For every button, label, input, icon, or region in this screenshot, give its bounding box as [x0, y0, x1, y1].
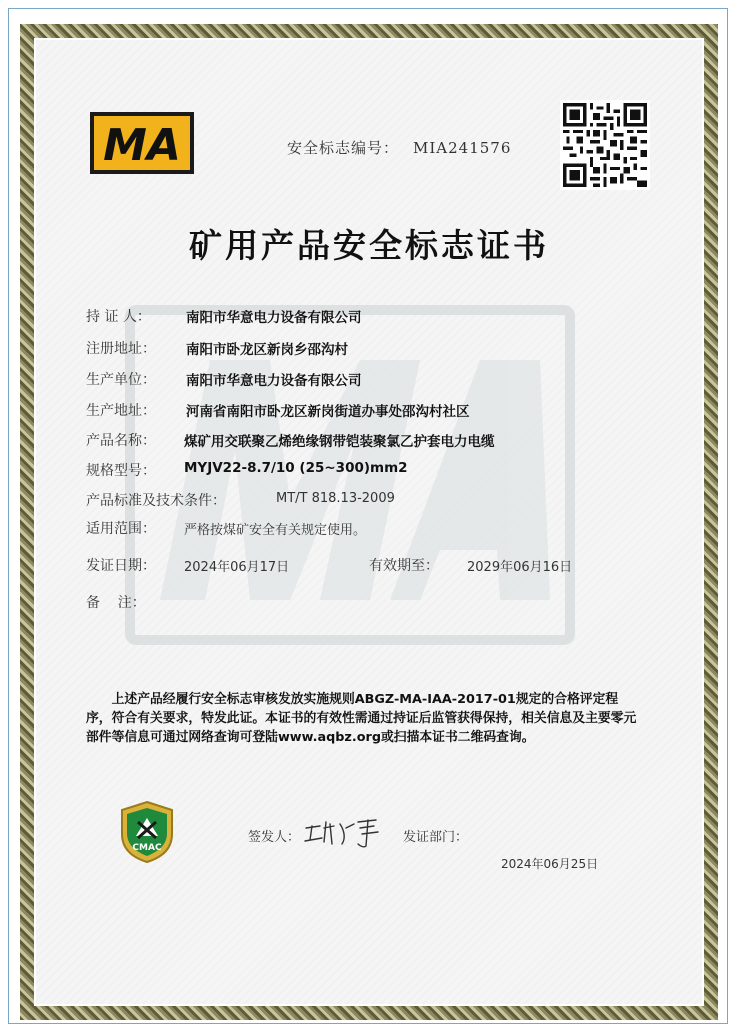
prod-address-row — [86, 400, 470, 420]
holder-row — [86, 306, 362, 326]
reg-address-value: 南阳市卧龙区新岗乡邵沟村 — [186, 342, 348, 358]
valid-until-value: 2029年06月16日 — [467, 560, 573, 575]
ma-logo — [90, 112, 194, 174]
issue-date-row — [86, 555, 573, 575]
cmac-seal-icon — [118, 800, 176, 864]
issuer-label: 发证部门： — [403, 830, 469, 845]
producer-row — [86, 369, 362, 389]
scope-row — [86, 518, 367, 538]
prod-address-label: 生产地址： — [86, 403, 156, 419]
reg-address-label: 注册地址： — [86, 341, 156, 357]
holder-value: 南阳市华意电力设备有限公司 — [186, 310, 362, 326]
scope-label: 适用范围： — [86, 521, 156, 537]
holder-label: 持 证 人： — [86, 309, 151, 325]
serial-label: 安全标志编号： — [287, 139, 400, 157]
svg-text:MA: MA — [103, 120, 181, 171]
valid-until-label: 有效期至： — [369, 558, 439, 574]
producer-label: 生产单位： — [86, 372, 156, 388]
certificate-issue-date: 2024年06月25日 — [501, 857, 599, 871]
issue-date-value: 2024年06月17日 — [184, 560, 290, 575]
standard-value: MT/T 818.13-2009 — [276, 491, 395, 506]
signer-label: 签发人： — [248, 830, 301, 845]
product-label: 产品名称： — [86, 433, 156, 449]
product-row — [86, 430, 495, 450]
signature-icon — [302, 810, 384, 850]
model-value: MYJV22-8.7/10 (25~300)mm2 — [184, 460, 408, 476]
svg-text:CMAC: CMAC — [132, 843, 162, 853]
statement-paragraph: 上述产品经履行安全标志审核发放实施规则ABGZ-MA-IAA-2017-01规定的合格评定程序，符合有关要求，特发此证。本证书的有效性需通过持证后监管获得保持，相关信息及主要零元部件等信息可通过网络查询可登陆www.aqbz.org或扫描本证书二维码查询。 — [86, 692, 637, 745]
standard-row — [86, 490, 395, 510]
model-row — [86, 460, 408, 480]
qr-code-icon[interactable] — [560, 100, 650, 190]
producer-value: 南阳市华意电力设备有限公司 — [186, 373, 362, 389]
prod-address-value: 河南省南阳市卧龙区新岗街道办事处邵沟村社区 — [186, 404, 470, 420]
certificate-title: 矿用产品安全标志证书 — [189, 226, 549, 265]
remark-row — [86, 592, 146, 612]
remark-label: 备 注： — [86, 595, 146, 611]
product-value: 煤矿用交联聚乙烯绝缘钢带铠装聚氯乙护套电力电缆 — [184, 434, 495, 450]
issue-date-label: 发证日期： — [86, 558, 156, 574]
model-label: 规格型号： — [86, 463, 156, 479]
serial-number — [287, 137, 511, 158]
standard-label: 产品标准及技术条件： — [86, 493, 226, 509]
serial-value: MIA241576 — [413, 139, 512, 157]
scope-value: 严格按煤矿安全有关规定使用。 — [184, 523, 367, 538]
reg-address-row — [86, 338, 348, 358]
